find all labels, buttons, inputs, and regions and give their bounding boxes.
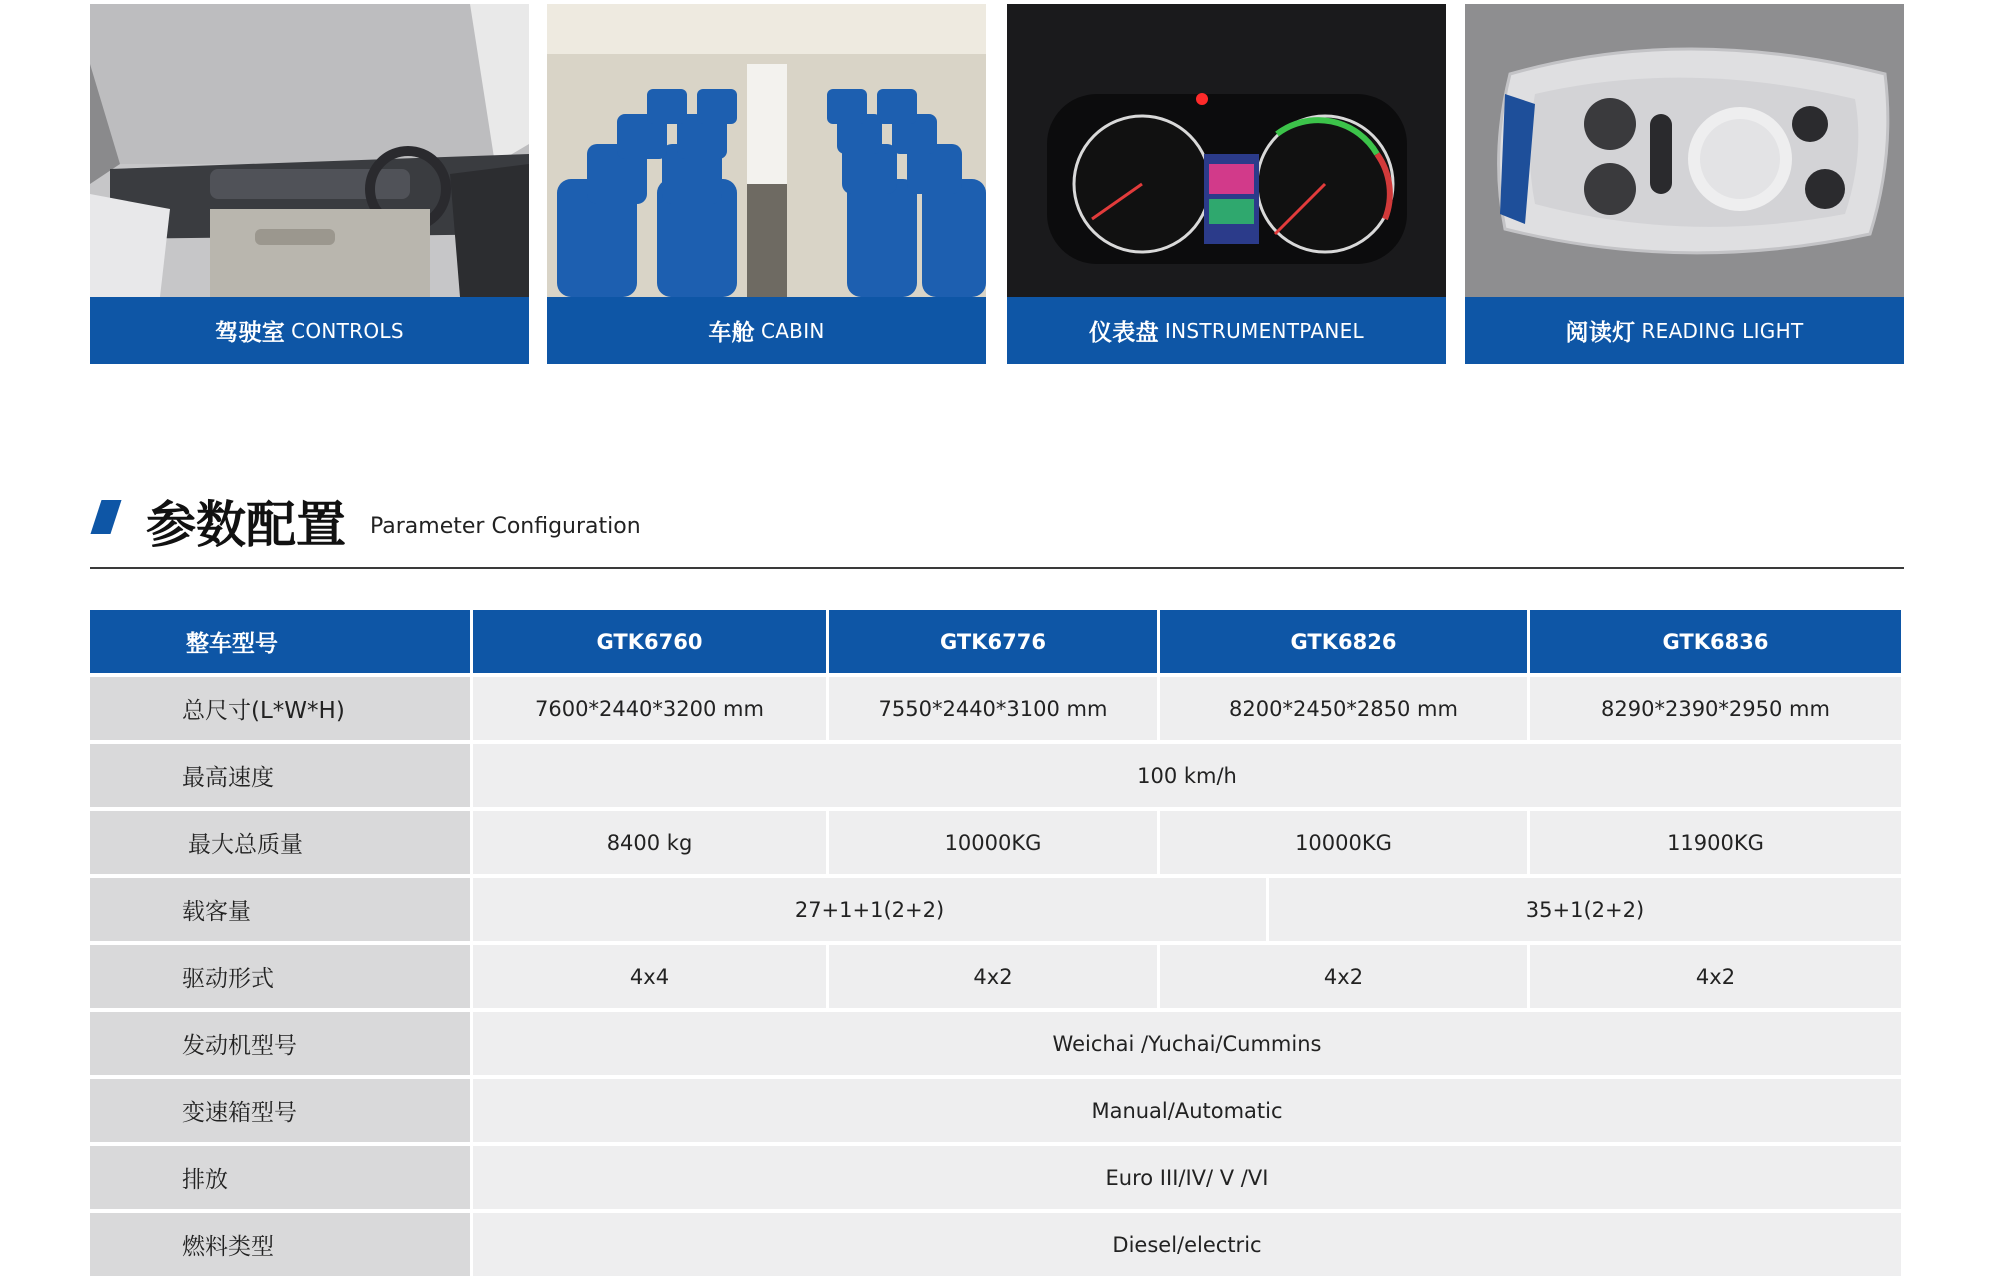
- tile-caption-cn: 车舱: [708, 320, 755, 346]
- table-cell: 4x2: [1530, 945, 1901, 1008]
- row-label: 最大总质量: [90, 811, 470, 874]
- parameter-table: [90, 610, 1901, 1280]
- header-label: 整车型号: [90, 610, 470, 673]
- table-cell: 100 km/h: [473, 744, 1901, 807]
- table-row-engine: [90, 1012, 1901, 1075]
- table-cell: 4x4: [473, 945, 826, 1008]
- blue-seats-cabin-photo: [547, 4, 986, 297]
- tile-caption-en: CONTROLS: [291, 318, 404, 343]
- table-cell: 7600*2440*3200 mm: [473, 677, 826, 740]
- tile-caption-en: READING LIGHT: [1641, 318, 1804, 343]
- row-label: 发动机型号: [90, 1012, 470, 1075]
- section-title-cn: 参数配置: [146, 496, 346, 554]
- header-model: GTK6826: [1160, 610, 1527, 673]
- table-cell: 4x2: [1160, 945, 1527, 1008]
- tile-caption-cn: 阅读灯: [1565, 320, 1636, 346]
- table-row-dimensions: [90, 677, 1901, 740]
- table-row-emission: [90, 1146, 1901, 1209]
- table-cell: 8290*2390*2950 mm: [1530, 677, 1901, 740]
- header-model: GTK6776: [829, 610, 1157, 673]
- table-cell: 4x2: [829, 945, 1157, 1008]
- tile-caption-cabin: [547, 297, 986, 364]
- table-cell: Euro III/IV/ V /VI: [473, 1146, 1901, 1209]
- section-marker-icon: [90, 500, 121, 534]
- table-cell: 11900KG: [1530, 811, 1901, 874]
- table-cell: 7550*2440*3100 mm: [829, 677, 1157, 740]
- table-row-max-speed: [90, 744, 1901, 807]
- table-row-max-mass: [90, 811, 1901, 874]
- tile-cabin[interactable]: [547, 4, 986, 364]
- table-cell: 10000KG: [829, 811, 1157, 874]
- tile-reading-light[interactable]: [1465, 4, 1904, 364]
- row-label: 驱动形式: [90, 945, 470, 1008]
- table-cell: Diesel/electric: [473, 1213, 1901, 1276]
- header-model: GTK6760: [473, 610, 826, 673]
- tile-controls[interactable]: [90, 4, 529, 364]
- section-title-en: Parameter Configuration: [370, 514, 641, 539]
- tile-caption-cn: 驾驶室: [215, 320, 286, 346]
- reading-light-panel-photo: [1465, 4, 1904, 297]
- table-row-passengers: [90, 878, 1901, 941]
- table-cell: 27+1+1(2+2): [473, 878, 1266, 941]
- cockpit-dashboard-photo: [90, 4, 529, 297]
- table-cell: 8400 kg: [473, 811, 826, 874]
- row-label: 载客量: [90, 878, 470, 941]
- table-row-fuel: [90, 1213, 1901, 1276]
- row-label: 燃料类型: [90, 1213, 470, 1276]
- table-cell: 35+1(2+2): [1269, 878, 1901, 941]
- tile-caption-en: CABIN: [760, 318, 825, 343]
- instrument-cluster-photo: [1007, 4, 1446, 297]
- feature-tiles: [90, 4, 1904, 364]
- row-label: 最高速度: [90, 744, 470, 807]
- table-row-gearbox: [90, 1079, 1901, 1142]
- tile-caption-reading-light: [1465, 297, 1904, 364]
- table-cell: 8200*2450*2850 mm: [1160, 677, 1527, 740]
- table-cell: 10000KG: [1160, 811, 1527, 874]
- row-label: 排放: [90, 1146, 470, 1209]
- tile-instrument-panel[interactable]: [1007, 4, 1446, 364]
- tile-caption-controls: [90, 297, 529, 364]
- table-cell: Weichai /Yuchai/Cummins: [473, 1012, 1901, 1075]
- tile-caption-instrument-panel: [1007, 297, 1446, 364]
- header-model: GTK6836: [1530, 610, 1901, 673]
- tile-caption-en: INSTRUMENTPANEL: [1164, 318, 1364, 343]
- tile-caption-cn: 仪表盘: [1089, 320, 1159, 346]
- table-cell: Manual/Automatic: [473, 1079, 1901, 1142]
- table-header-row: [90, 610, 1901, 673]
- row-label: 变速箱型号: [90, 1079, 470, 1142]
- section-header: [90, 485, 1904, 569]
- row-label: 总尺寸(L*W*H): [90, 677, 470, 740]
- table-row-drive: [90, 945, 1901, 1008]
